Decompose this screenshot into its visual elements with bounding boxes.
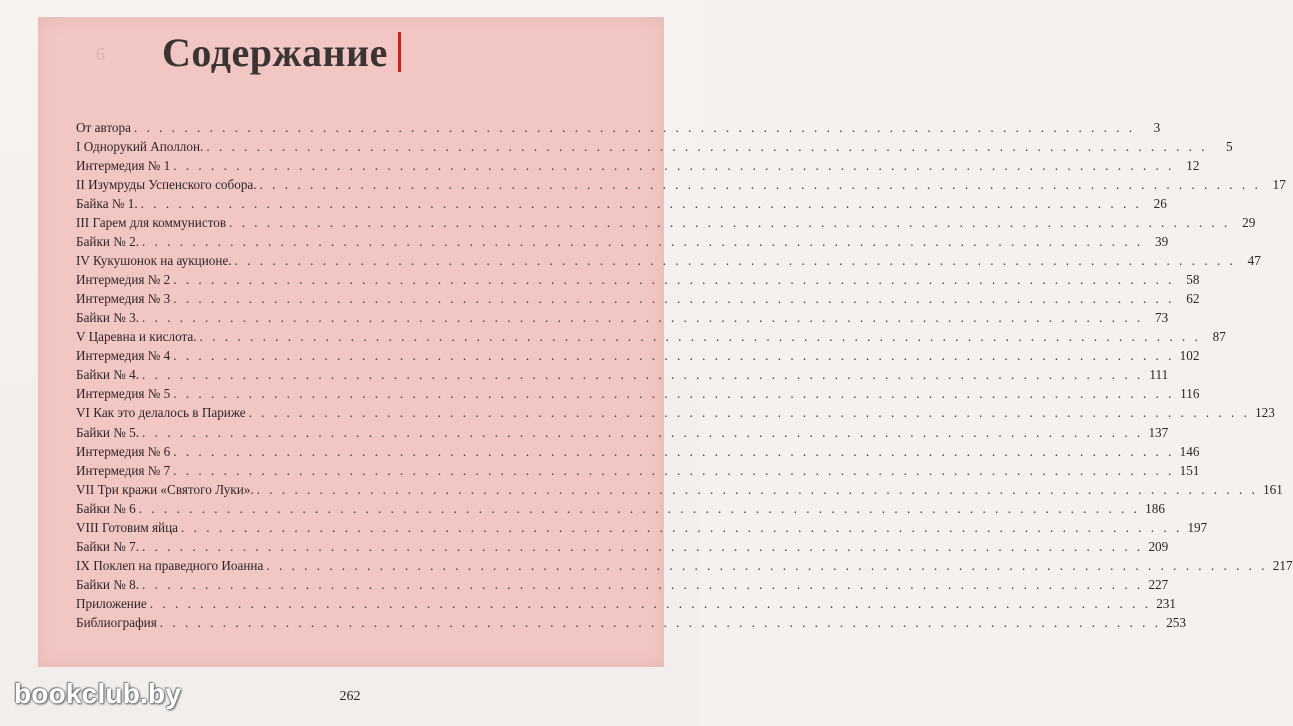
toc-entry-label: Интермедия № 1 xyxy=(76,158,171,174)
toc-entry-label: Библиография xyxy=(76,614,157,630)
toc-entry-label: VII Три кражи «Святого Луки». xyxy=(76,481,254,497)
toc-leader-dots: . . . . . . . . . . . . . . . . . . . . . . . . . . . . . . . . . . . . . . . . . . . . . . . . . . . . . . . . . . . . . . . . . . . . . . . . . . . . . . . . xyxy=(206,139,1208,155)
toc-entry-label: Интермедия № 3 xyxy=(76,291,171,307)
toc-leader-dots: . . . . . . . . . . . . . . . . . . . . . . . . . . . . . . . . . . . . . . . . . . . . . . . . . . . . . . . . . . . . . . . . . . . . . . . . . . . . . . . . xyxy=(133,120,1136,135)
toc-leader-dots: . . . . . . . . . . . . . . . . . . . . . . . . . . . . . . . . . . . . . . . . . . . . . . . . . . . . . . . . . . . . . . . . . . . . . . . . . . . . . . . . xyxy=(138,500,1140,516)
toc-entry-page: 137 xyxy=(1148,424,1169,440)
toc-entry-page: 231 xyxy=(1156,595,1176,611)
watermark-logo: bookclub.by xyxy=(14,678,182,709)
toc-entry-label: II Изумруды Успенского собора. xyxy=(76,177,257,193)
toc-entry xyxy=(76,384,1200,403)
toc-entry xyxy=(76,461,1200,480)
toc-leader-dots: . . . . . . . . . . . . . . . . . . . . . . . . . . . . . . . . . . . . . . . . . . . . . . . . . . . . . . . . . . . . . . . . . . . . . . . . . . . . . . . . xyxy=(149,595,1151,611)
toc-leader-dots: . . . . . . . . . . . . . . . . . . . . . . . . . . . . . . . . . . . . . . . . . . . . . . . . . . . . . . . . . . . . . . . . . . . . . . . . . . . . . . . . xyxy=(173,462,1175,478)
toc-leader-dots: . . . . . . . . . . . . . . . . . . . . . . . . . . . . . . . . . . . . . . . . . . . . . . . . . . . . . . . . . . . . . . . . . . . . . . . . . . . . . . . . xyxy=(173,386,1175,402)
toc-entry-page: 17 xyxy=(1272,177,1286,193)
toc-entry xyxy=(76,213,1256,232)
toc-entry-label: Интермедия № 4 xyxy=(76,348,171,364)
toc-entry xyxy=(76,194,1167,213)
toc-entry-page: 58 xyxy=(1186,272,1200,288)
toc-leader-dots: . . . . . . . . . . . . . . . . . . . . . . . . . . . . . . . . . . . . . . . . . . . . . . . . . . . . . . . . . . . . . . . . . . . . . . . . . . . . . . . . xyxy=(142,538,1144,554)
toc-entry xyxy=(76,442,1200,461)
toc-entry-label: Байки № 5. xyxy=(76,424,140,440)
toc-leader-dots: . . . . . . . . . . . . . . . . . . . . . . . . . . . . . . . . . . . . . . . . . . . . . . . . . . . . . . . . . . . . . . . . . . . . . . . . . . . . . . . . xyxy=(142,234,1144,250)
toc-entry-label: Байки № 8. xyxy=(76,576,140,592)
toc-leader-dots: . . . . . . . . . . . . . . . . . . . . . . . . . . . . . . . . . . . . . . . . . . . . . . . . . . . . . . . . . . . . . . . . . . . . . . . . . . . . . . . . xyxy=(142,424,1144,440)
toc-entry xyxy=(76,537,1169,556)
toc-leader-dots: . . . . . . . . . . . . . . . . . . . . . . . . . . . . . . . . . . . . . . . . . . . . . . . . . . . . . . . . . . . . . . . . . . . . . . . . . . . . . . . . xyxy=(199,329,1201,345)
toc-leader-dots: . . . . . . . . . . . . . . . . . . . . . . . . . . . . . . . . . . . . . . . . . . . . . . . . . . . . . . . . . . . . . . . . . . . . . . . . . . . . . . . . xyxy=(248,405,1250,421)
toc-leader-dots: . . . . . . . . . . . . . . . . . . . . . . . . . . . . . . . . . . . . . . . . . . . . . . . . . . . . . . . . . . . . . . . . . . . . . . . . . . . . . . . . xyxy=(173,291,1175,307)
toc-leader-dots: . . . . . . . . . . . . . . . . . . . . . . . . . . . . . . . . . . . . . . . . . . . . . . . . . . . . . . . . . . . . . . . . . . . . . . . . . . . . . . . . xyxy=(234,253,1236,269)
toc-leader-dots: . . . . . . . . . . . . . . . . . . . . . . . . . . . . . . . . . . . . . . . . . . . . . . . . . . . . . . . . . . . . . . . . . . . . . . . . . . . . . . . . xyxy=(173,272,1175,288)
toc-leader-dots: . . . . . . . . . . . . . . . . . . . . . . . . . . . . . . . . . . . . . . . . . . . . . . . . . . . . . . . . . . . . . . . . . . . . . . . . . . . . . . . . xyxy=(266,557,1268,573)
toc-entry xyxy=(76,575,1169,594)
toc-entry xyxy=(76,137,1233,156)
toc-entry-page: 12 xyxy=(1186,158,1200,174)
toc-entry-page: 151 xyxy=(1179,462,1200,478)
toc-entry-page: 209 xyxy=(1148,538,1169,554)
toc-entry-page: 73 xyxy=(1155,310,1169,326)
toc-entry-label: Интермедия № 6 xyxy=(76,443,171,459)
toc-leader-dots: . . . . . . . . . . . . . . . . . . . . . . . . . . . . . . . . . . . . . . . . . . . . . . . . . . . . . . . . . . . . . . . . . . . . . . . . . . . . . . . . xyxy=(181,519,1183,535)
toc-entry-page: 253 xyxy=(1166,614,1186,630)
toc-entry-page: 123 xyxy=(1255,405,1275,421)
toc-entry-label: VIII Готовим яйца xyxy=(76,519,179,535)
toc-entry xyxy=(76,289,1200,308)
toc-entry-label: От автора xyxy=(76,120,131,135)
toc-entry-label: III Гарем для коммунистов xyxy=(76,215,227,231)
toc-leader-dots: . . . . . . . . . . . . . . . . . . . . . . . . . . . . . . . . . . . . . . . . . . . . . . . . . . . . . . . . . . . . . . . . . . . . . . . . . . . . . . . . xyxy=(142,310,1144,326)
toc-entry-page: 87 xyxy=(1212,329,1226,345)
toc-leader-dots: . . . . . . . . . . . . . . . . . . . . . . . . . . . . . . . . . . . . . . . . . . . . . . . . . . . . . . . . . . . . . . . . . . . . . . . . . . . . . . . . xyxy=(159,614,1161,630)
toc-entry-label: Интермедия № 2 xyxy=(76,272,171,288)
toc-leader-dots: . . . . . . . . . . . . . . . . . . . . . . . . . . . . . . . . . . . . . . . . . . . . . . . . . . . . . . . . . . . . . . . . . . . . . . . . . . . . . . . . xyxy=(142,367,1144,383)
toc-entry xyxy=(76,403,1275,422)
toc-entry-page: 227 xyxy=(1148,576,1169,592)
toc-entry xyxy=(76,175,1286,194)
page-title: Содержание xyxy=(162,29,388,75)
toc-entry-page: 116 xyxy=(1180,386,1200,402)
toc-entry-page: 5 xyxy=(1225,139,1233,155)
toc-entry-page: 29 xyxy=(1242,215,1256,231)
toc-leader-dots: . . . . . . . . . . . . . . . . . . . . . . . . . . . . . . . . . . . . . . . . . . . . . . . . . . . . . . . . . . . . . . . . . . . . . . . . . . . . . . . . xyxy=(173,348,1175,364)
toc-entry xyxy=(76,346,1200,365)
toc-entry-page: 102 xyxy=(1179,348,1200,364)
toc-entry xyxy=(76,423,1169,442)
title-row xyxy=(162,28,401,76)
toc-entry-page: 3 xyxy=(1153,120,1161,135)
toc-leader-dots: . . . . . . . . . . . . . . . . . . . . . . . . . . . . . . . . . . . . . . . . . . . . . . . . . . . . . . . . . . . . . . . . . . . . . . . . . . . . . . . . xyxy=(256,481,1258,497)
toc-entry-label: IV Кукушонок на аукционе. xyxy=(76,253,232,269)
toc-entry-label: Байки № 4. xyxy=(76,367,140,383)
toc-entry-page: 161 xyxy=(1263,481,1283,497)
toc-entry-label: I Однорукий Аполлон. xyxy=(76,139,204,155)
toc-entry-label: Приложение xyxy=(76,595,147,611)
toc-entry-page: 26 xyxy=(1153,196,1167,212)
toc-entry-page: 39 xyxy=(1155,234,1169,250)
toc-entry-label: Интермедия № 5 xyxy=(76,386,171,402)
toc-entry-label: Интермедия № 7 xyxy=(76,462,171,478)
toc-entry-page: 111 xyxy=(1149,367,1169,383)
toc-entry xyxy=(76,518,1208,537)
toc-entry-page: 47 xyxy=(1247,253,1261,269)
toc-entry xyxy=(76,613,1186,632)
toc-entry-label: V Царевна и кислота. xyxy=(76,329,197,345)
table-of-contents xyxy=(76,118,1293,632)
toc-entry-label: Байка № 1. xyxy=(76,196,138,212)
toc-entry xyxy=(76,365,1169,384)
toc-entry xyxy=(76,327,1226,346)
toc-entry-label: Байки № 6 xyxy=(76,500,136,516)
toc-entry xyxy=(76,556,1293,575)
toc-entry xyxy=(76,499,1165,518)
toc-entry xyxy=(76,118,1161,137)
toc-entry-page: 146 xyxy=(1179,443,1200,459)
toc-leader-dots: . . . . . . . . . . . . . . . . . . . . . . . . . . . . . . . . . . . . . . . . . . . . . . . . . . . . . . . . . . . . . . . . . . . . . . . . . . . . . . . . xyxy=(173,158,1175,174)
toc-entry xyxy=(76,594,1176,613)
toc-entry-page: 186 xyxy=(1145,500,1165,516)
toc-entry xyxy=(76,270,1200,289)
toc-entry-page: 197 xyxy=(1187,519,1208,535)
toc-leader-dots: . . . . . . . . . . . . . . . . . . . . . . . . . . . . . . . . . . . . . . . . . . . . . . . . . . . . . . . . . . . . . . . . . . . . . . . . . . . . . . . . xyxy=(259,177,1261,193)
toc-leader-dots: . . . . . . . . . . . . . . . . . . . . . . . . . . . . . . . . . . . . . . . . . . . . . . . . . . . . . . . . . . . . . . . . . . . . . . . . . . . . . . . . xyxy=(142,576,1144,592)
toc-entry-page: 217 xyxy=(1272,557,1293,573)
toc-entry xyxy=(76,156,1200,175)
toc-entry xyxy=(76,251,1261,270)
toc-entry-label: Байки № 7. xyxy=(76,538,140,554)
toc-entry-page: 62 xyxy=(1186,291,1200,307)
toc-entry-label: Байки № 2. xyxy=(76,234,140,250)
toc-leader-dots: . . . . . . . . . . . . . . . . . . . . . . . . . . . . . . . . . . . . . . . . . . . . . . . . . . . . . . . . . . . . . . . . . . . . . . . . . . . . . . . . xyxy=(229,215,1231,231)
toc-entry xyxy=(76,480,1283,499)
toc-leader-dots: . . . . . . . . . . . . . . . . . . . . . . . . . . . . . . . . . . . . . . . . . . . . . . . . . . . . . . . . . . . . . . . . . . . . . . . . . . . . . . . . xyxy=(140,196,1142,212)
toc-entry-label: IX Поклеп на праведного Иоанна xyxy=(76,557,264,573)
toc-entry xyxy=(76,308,1169,327)
title-accent-bar xyxy=(398,32,401,72)
toc-entry-label: Байки № 3. xyxy=(76,310,140,326)
bleed-through-page-number: 6 xyxy=(96,44,105,64)
page-number: 262 xyxy=(339,689,361,704)
toc-entry-label: VI Как это делалось в Париже xyxy=(76,405,246,421)
toc-entry xyxy=(76,232,1169,251)
toc-leader-dots: . . . . . . . . . . . . . . . . . . . . . . . . . . . . . . . . . . . . . . . . . . . . . . . . . . . . . . . . . . . . . . . . . . . . . . . . . . . . . . . . xyxy=(173,443,1175,459)
